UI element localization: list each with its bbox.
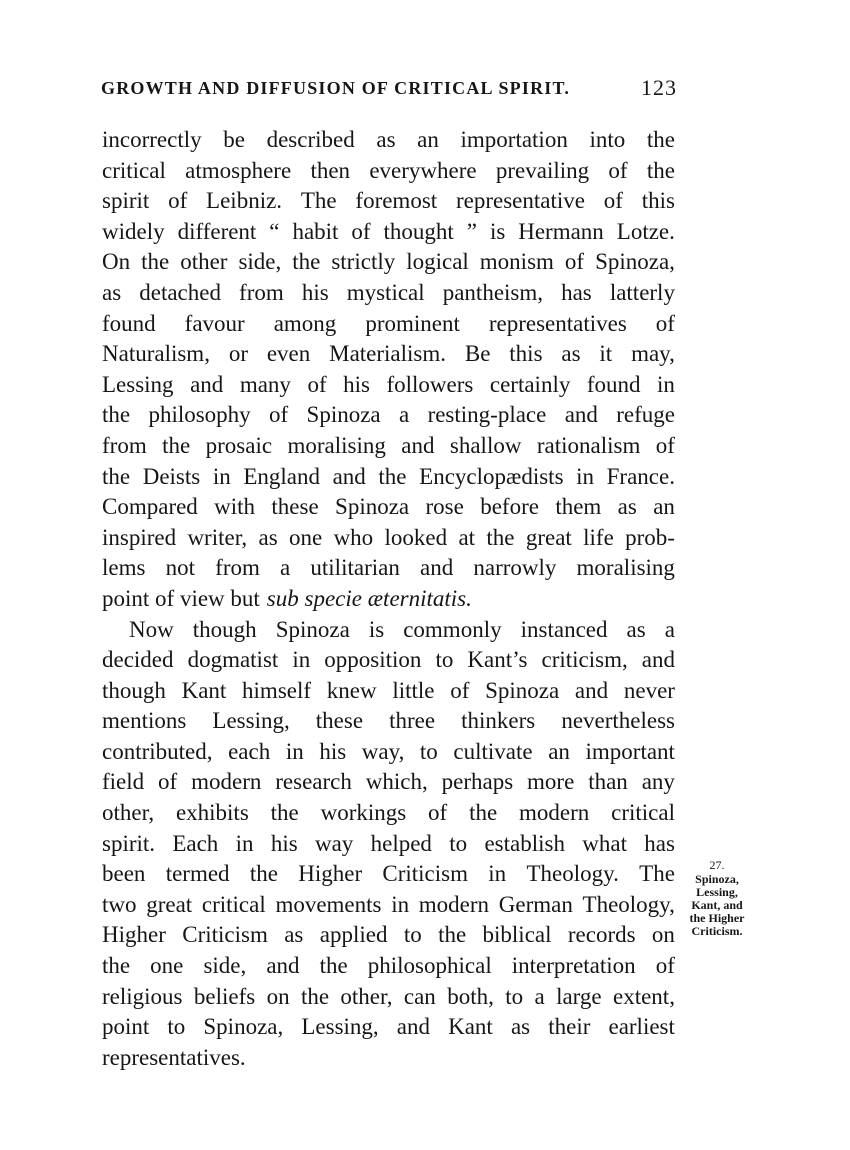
word: different — [177, 218, 257, 244]
word: these — [271, 494, 319, 520]
word: narrowly — [473, 555, 557, 581]
text-line — [102, 431, 675, 462]
text-line — [102, 553, 675, 584]
text-line — [102, 492, 675, 523]
marginal-note-line: Spinoza, — [695, 872, 739, 886]
word: in — [657, 371, 675, 397]
word: the — [249, 861, 278, 887]
word: his — [301, 279, 329, 305]
word: philosophical — [367, 953, 492, 979]
text-line — [102, 186, 675, 217]
text-line — [102, 125, 675, 156]
word: detached — [139, 279, 221, 305]
word: his — [270, 830, 298, 856]
marginal-note-line: Kant, and — [691, 898, 743, 912]
word: the — [102, 953, 131, 979]
word: point — [102, 1014, 150, 1040]
word: himself — [242, 677, 312, 703]
word: it — [599, 341, 613, 367]
text-line — [102, 523, 675, 554]
word: than — [588, 769, 628, 795]
word: commonly — [403, 616, 502, 642]
word: found — [586, 371, 641, 397]
word: contributed, — [102, 738, 213, 764]
text-line — [102, 400, 675, 431]
word: Lessing — [102, 371, 174, 397]
marginal-note-line: Lessing, — [696, 885, 738, 899]
word: and — [396, 1014, 430, 1040]
word: utilitarian — [310, 555, 400, 581]
word: to — [403, 922, 422, 948]
word: and — [266, 953, 300, 979]
word: as — [102, 279, 122, 305]
word: the — [102, 402, 131, 428]
word: German — [498, 891, 573, 917]
page-number: 123 — [641, 75, 677, 100]
word: one — [150, 953, 184, 979]
word: workings — [320, 800, 407, 826]
word: the — [162, 432, 191, 458]
word: prob- — [625, 524, 675, 550]
word: “ — [269, 218, 280, 244]
word: Naturalism, — [102, 341, 210, 367]
word: latterly — [609, 279, 675, 305]
word: modern — [519, 800, 590, 826]
word: is — [489, 218, 506, 244]
word: decided — [102, 647, 174, 673]
word: Criticism — [382, 861, 469, 887]
word: may, — [631, 341, 675, 367]
word: critical — [611, 800, 675, 826]
text-line — [102, 951, 675, 982]
word: even — [266, 341, 311, 367]
word: of — [168, 188, 188, 214]
word: their — [548, 1014, 591, 1040]
word: at — [458, 524, 476, 550]
word: from — [215, 555, 260, 581]
word: as — [284, 922, 304, 948]
word: in — [576, 463, 595, 489]
word: of — [655, 953, 675, 979]
word: and — [641, 647, 675, 673]
word: not — [165, 555, 195, 581]
word: other — [180, 249, 228, 275]
word: widely — [102, 218, 165, 244]
marginal-note-number: 27. — [709, 858, 725, 872]
word: described — [266, 127, 355, 152]
word: on — [266, 983, 290, 1009]
marginal-note-line: the Higher — [689, 911, 745, 925]
word: The — [639, 861, 675, 887]
word: the — [378, 463, 407, 489]
word: other, — [340, 983, 393, 1009]
word: refuge — [616, 402, 675, 428]
word: as — [561, 341, 581, 367]
word: side, — [203, 953, 247, 979]
word: with — [214, 494, 256, 520]
word: and — [564, 402, 598, 428]
word: an — [417, 127, 439, 152]
word: writer, — [187, 524, 248, 550]
word: has — [644, 830, 675, 856]
word: of — [603, 188, 623, 214]
word: On — [102, 249, 131, 275]
word: an — [653, 494, 675, 520]
word: to — [419, 738, 438, 764]
text-line — [102, 1012, 675, 1043]
word: nevertheless — [561, 708, 675, 734]
text-line — [102, 706, 675, 737]
word: and — [419, 555, 454, 581]
word: the — [300, 983, 330, 1009]
word: of — [307, 371, 327, 397]
word: little — [392, 677, 435, 703]
word: to — [167, 1014, 186, 1040]
word: Higher — [102, 922, 166, 948]
word: atmosphere — [185, 157, 292, 183]
word: Lotze. — [616, 218, 675, 244]
word: criticism, — [541, 647, 628, 673]
running-head — [101, 72, 677, 104]
word: these — [315, 708, 364, 734]
text-line — [102, 462, 675, 493]
word: spirit — [102, 188, 150, 214]
word: Spinoza — [275, 616, 350, 642]
marginal-note — [674, 859, 760, 938]
word: spirit. — [102, 830, 156, 856]
word: to — [505, 983, 524, 1009]
word: life — [583, 524, 614, 550]
word: modern — [418, 891, 490, 917]
word: Theology. — [526, 861, 619, 887]
word: critical — [102, 157, 166, 183]
word: incorrectly — [102, 127, 202, 152]
word: records — [567, 922, 636, 948]
word: Spinoza, — [203, 1014, 284, 1040]
word: been — [102, 861, 146, 887]
word: inspired — [102, 524, 177, 550]
word: favour — [184, 310, 245, 336]
word: representative — [455, 188, 585, 214]
word: way — [314, 830, 354, 856]
text-line — [102, 767, 675, 798]
text-line — [102, 370, 675, 401]
word: in — [391, 891, 410, 917]
word: the — [646, 127, 675, 152]
word: certainly — [489, 371, 571, 397]
word: Spinoza — [335, 494, 410, 520]
text-line — [102, 309, 675, 340]
line-text: representatives. — [102, 1044, 246, 1070]
text-line — [102, 890, 675, 921]
word: an — [548, 738, 570, 764]
word: Leibniz. — [206, 188, 283, 214]
word: philosophy — [148, 402, 251, 428]
word: the — [438, 922, 467, 948]
word: resting-place — [427, 402, 547, 428]
word: earliest — [608, 1014, 675, 1040]
word: though — [192, 616, 257, 642]
word: helped — [370, 830, 432, 856]
word: lems — [102, 555, 146, 581]
word: prevailing — [495, 157, 590, 183]
word: followers — [386, 371, 474, 397]
word: mentions — [102, 708, 187, 734]
word: movements — [275, 891, 382, 917]
word: opposition — [324, 647, 422, 673]
word: prosaic — [205, 432, 273, 458]
word: of — [655, 310, 675, 336]
word: of — [351, 218, 371, 244]
word: the — [319, 953, 348, 979]
word: Kant — [181, 677, 227, 703]
word: Lessing, — [301, 1014, 379, 1040]
text-line — [102, 982, 675, 1013]
word: and — [332, 463, 366, 489]
word: as — [376, 127, 396, 152]
word: strictly — [331, 249, 396, 275]
word: Higher — [298, 861, 363, 887]
text-line — [102, 737, 675, 768]
text-line — [102, 829, 675, 860]
word: of — [564, 249, 585, 275]
word: and — [574, 677, 609, 703]
word: dogmatist — [187, 647, 279, 673]
word: them — [555, 494, 602, 520]
line-text: point of view but — [102, 585, 260, 611]
word: three — [389, 708, 436, 734]
word: among — [273, 310, 337, 336]
word: the — [270, 800, 299, 826]
word: as — [617, 494, 637, 520]
word: of — [450, 677, 470, 703]
word: then — [310, 157, 351, 183]
word: habit — [292, 218, 339, 244]
word: interpretation — [511, 953, 636, 979]
word: in — [212, 463, 231, 489]
word: one — [289, 524, 323, 550]
word: instanced — [520, 616, 608, 642]
word: a — [664, 616, 675, 642]
word: though — [102, 677, 166, 703]
word: a — [399, 402, 410, 428]
word: which, — [365, 769, 428, 795]
text-line — [102, 798, 675, 829]
word: a — [534, 983, 545, 1009]
word: Kant’s — [467, 647, 528, 673]
word: great — [146, 891, 193, 917]
word: moralising — [287, 432, 386, 458]
word: everywhere — [369, 157, 477, 183]
word: extent, — [613, 983, 675, 1009]
word: the — [469, 800, 498, 826]
marginal-note-line: Criticism. — [691, 924, 743, 938]
word: of — [158, 769, 178, 795]
word: way, — [361, 738, 405, 764]
word: a — [280, 555, 291, 581]
word: large — [556, 983, 602, 1009]
word: biblical — [482, 922, 552, 948]
word: moralising — [576, 555, 675, 581]
word: great — [525, 524, 572, 550]
word: has — [561, 279, 592, 305]
word: research — [275, 769, 352, 795]
word: into — [589, 127, 626, 152]
text-line — [102, 859, 675, 890]
word: Kant — [448, 1014, 493, 1040]
italic-phrase: sub specie æternitatis. — [266, 585, 472, 611]
word: Compared — [102, 494, 198, 520]
word: the — [486, 524, 515, 550]
word: each — [228, 738, 271, 764]
text-line — [102, 339, 675, 370]
word: Spinoza — [306, 402, 381, 428]
word: the — [141, 249, 170, 275]
word: logical — [406, 249, 469, 275]
word: Now — [129, 616, 174, 642]
text-line — [102, 676, 675, 707]
word: never — [623, 677, 675, 703]
word: the — [102, 463, 131, 489]
word: the — [646, 157, 675, 183]
word: Deists — [142, 463, 201, 489]
running-title: GROWTH AND DIFFUSION OF CRITICAL SPIRIT. — [101, 77, 571, 98]
word: cultivate — [453, 738, 533, 764]
word: ” — [466, 218, 477, 244]
word: shallow — [449, 432, 522, 458]
word: Hermann — [518, 218, 604, 244]
word: and — [190, 371, 224, 397]
word: rose — [425, 494, 464, 520]
word: field — [102, 769, 145, 795]
text-line — [102, 584, 675, 615]
text-line — [102, 1043, 675, 1074]
word: mystical — [346, 279, 425, 305]
word: the — [292, 249, 321, 275]
word: establish — [484, 830, 565, 856]
word: prominent — [365, 310, 460, 336]
word: pantheism, — [442, 279, 544, 305]
text-line — [102, 615, 675, 646]
word: of — [269, 402, 289, 428]
word: or — [228, 341, 248, 367]
word: is — [368, 616, 385, 642]
word: many — [239, 371, 291, 397]
word: thought — [383, 218, 454, 244]
body-text — [102, 125, 675, 1073]
word: who — [333, 524, 374, 550]
word: monism — [479, 249, 554, 275]
word: side, — [238, 249, 282, 275]
word: critical — [201, 891, 266, 917]
word: in — [235, 830, 254, 856]
word: two — [102, 891, 137, 917]
word: Criticism — [182, 922, 268, 948]
word: from — [239, 279, 284, 305]
word: important — [585, 738, 675, 764]
word: to — [435, 647, 454, 673]
word: Lessing, — [212, 708, 290, 734]
word: before — [480, 494, 539, 520]
text-line — [102, 217, 675, 248]
word: in — [488, 861, 507, 887]
word: more — [527, 769, 575, 795]
word: in — [292, 647, 311, 673]
word: termed — [165, 861, 230, 887]
word: modern — [191, 769, 262, 795]
text-line — [102, 645, 675, 676]
word: on — [651, 922, 675, 948]
word: to — [449, 830, 468, 856]
word: from — [102, 432, 147, 458]
text-line — [102, 278, 675, 309]
text-line — [102, 156, 675, 187]
word: Each — [172, 830, 219, 856]
word: exhibits — [175, 800, 249, 826]
text-line — [102, 247, 675, 278]
word: applied — [319, 922, 388, 948]
word: as — [626, 616, 646, 642]
word: Encyclopædists — [419, 463, 564, 489]
word: looked — [384, 524, 448, 550]
word: importation — [460, 127, 568, 152]
word: both, — [447, 983, 494, 1009]
word: his — [319, 738, 347, 764]
word: England — [243, 463, 320, 489]
word: Theology, — [582, 891, 675, 917]
word: be — [223, 127, 245, 152]
word: Spinoza — [485, 677, 560, 703]
word: thinkers — [461, 708, 536, 734]
word: Spinoza, — [595, 249, 675, 275]
word: religious — [102, 983, 183, 1009]
word: and — [401, 432, 435, 458]
word: rationalism — [536, 432, 641, 458]
text-line — [102, 920, 675, 951]
word: other, — [102, 800, 155, 826]
word: what — [582, 830, 627, 856]
word: any — [641, 769, 675, 795]
word: knew — [326, 677, 377, 703]
word: in — [285, 738, 304, 764]
word: this — [641, 188, 675, 214]
word: representatives — [488, 310, 627, 336]
word: as — [510, 1014, 531, 1040]
word: of — [608, 157, 628, 183]
word: beliefs — [193, 983, 256, 1009]
word: this — [509, 341, 543, 367]
word: of — [428, 800, 448, 826]
word: his — [343, 371, 370, 397]
word: Materialism. — [329, 341, 447, 367]
word: as — [258, 524, 278, 550]
word: Be — [464, 341, 491, 367]
word: foremost — [355, 188, 438, 214]
word: perhaps — [441, 769, 514, 795]
word: of — [655, 432, 675, 458]
word: France. — [606, 463, 675, 489]
word: The — [300, 188, 337, 214]
word: found — [102, 310, 156, 336]
word: can — [403, 983, 436, 1009]
